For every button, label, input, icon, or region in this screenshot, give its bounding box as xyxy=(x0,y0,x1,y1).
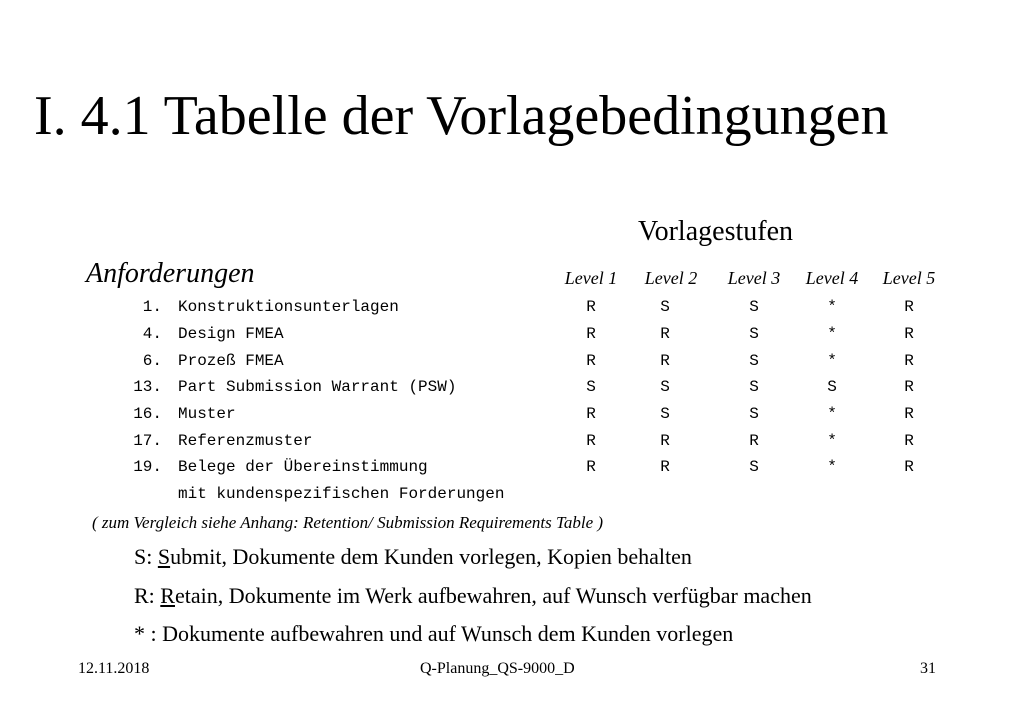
row-label: Konstruktionsunterlagen xyxy=(178,298,399,316)
slide-title: I. 4.1 Tabelle der Vorlagebedingungen xyxy=(34,85,889,147)
level-cell: R xyxy=(904,378,914,396)
legend-prefix: R: xyxy=(134,583,161,608)
table-row xyxy=(0,405,1024,431)
level-cell: * xyxy=(827,432,837,450)
row-label-continuation: mit kundenspezifischen Forderungen xyxy=(178,485,505,503)
level-cell: R xyxy=(660,325,670,343)
level-header: Level 3 xyxy=(727,268,781,288)
level-cell: * xyxy=(827,325,837,343)
level-cell: R xyxy=(660,432,670,450)
level-cell: S xyxy=(749,378,759,396)
level-cell: R xyxy=(586,432,596,450)
row-label: Belege der Übereinstimmung xyxy=(178,458,428,476)
level-cell: S xyxy=(749,458,759,476)
table-row xyxy=(0,432,1024,458)
footer-date: 12.11.2018 xyxy=(78,660,150,677)
level-cell: * xyxy=(827,405,837,423)
level-cell: S xyxy=(749,325,759,343)
row-label: Prozeß FMEA xyxy=(178,352,284,370)
level-cell: S xyxy=(586,378,596,396)
legend-retain xyxy=(134,583,812,609)
row-label: Part Submission Warrant (PSW) xyxy=(178,378,457,396)
table-row xyxy=(0,378,1024,404)
level-cell: R xyxy=(586,405,596,423)
level-cell: S xyxy=(827,378,837,396)
level-header: Level 5 xyxy=(882,268,936,288)
level-cell: R xyxy=(749,432,759,450)
level-cell: R xyxy=(904,458,914,476)
level-header: Level 2 xyxy=(644,268,698,288)
level-cell: R xyxy=(660,352,670,370)
level-cell: R xyxy=(904,325,914,343)
level-cell: S xyxy=(660,378,670,396)
row-number: 13. xyxy=(133,378,162,396)
level-cell: S xyxy=(660,405,670,423)
level-cell: R xyxy=(904,298,914,316)
row-number: 16. xyxy=(133,405,162,423)
legend-key-letter: R xyxy=(160,583,175,608)
legend-text: , Dokumente im Werk aufbewahren, auf Wunsch verfügbar machen xyxy=(217,583,812,608)
level-cell: S xyxy=(660,298,670,316)
row-label: Referenzmuster xyxy=(178,432,313,450)
footer-title: Q-Planung_QS-9000_D xyxy=(420,660,575,677)
levels-heading: Vorlagestufen xyxy=(638,216,793,247)
legend-key-letter: S xyxy=(157,544,171,569)
level-cell: R xyxy=(586,325,596,343)
level-cell: R xyxy=(586,458,596,476)
table-row xyxy=(0,325,1024,351)
comparison-note: ( zum Vergleich siehe Anhang: Retention/ Submission Requirements Table ) xyxy=(92,513,604,532)
legend-key-rest: etain xyxy=(174,583,218,608)
level-cell: * xyxy=(827,298,837,316)
row-number: 1. xyxy=(142,298,162,316)
legend-star xyxy=(134,621,733,647)
level-cell: R xyxy=(904,405,914,423)
footer-page-number: 31 xyxy=(920,660,936,677)
table-row-continuation xyxy=(0,485,1024,511)
legend-text: , Dokumente dem Kunden vorlegen, Kopien behalten xyxy=(221,544,692,569)
level-cell: R xyxy=(660,458,670,476)
level-header: Level 1 xyxy=(564,268,618,288)
table-row xyxy=(0,298,1024,324)
row-number: 19. xyxy=(133,458,162,476)
table-row xyxy=(0,352,1024,378)
level-cell: S xyxy=(749,298,759,316)
table-row xyxy=(0,458,1024,484)
row-label: Muster xyxy=(178,405,236,423)
level-cell: * xyxy=(827,352,837,370)
legend-prefix: S: xyxy=(134,544,158,569)
level-cell: S xyxy=(749,352,759,370)
level-cell: R xyxy=(904,352,914,370)
requirements-heading: Anforderungen xyxy=(86,258,255,289)
row-number: 4. xyxy=(142,325,162,343)
level-cell: R xyxy=(586,352,596,370)
level-cell: S xyxy=(749,405,759,423)
level-header: Level 4 xyxy=(805,268,859,288)
legend-key-rest: ubmit xyxy=(170,544,222,569)
row-label: Design FMEA xyxy=(178,325,284,343)
level-cell: * xyxy=(827,458,837,476)
legend-submit xyxy=(134,544,692,570)
row-number: 6. xyxy=(142,352,162,370)
level-cell: R xyxy=(904,432,914,450)
level-cell: R xyxy=(586,298,596,316)
legend-text: * : Dokumente aufbewahren und auf Wunsch dem Kunden vorlegen xyxy=(134,621,734,646)
row-number: 17. xyxy=(133,432,162,450)
